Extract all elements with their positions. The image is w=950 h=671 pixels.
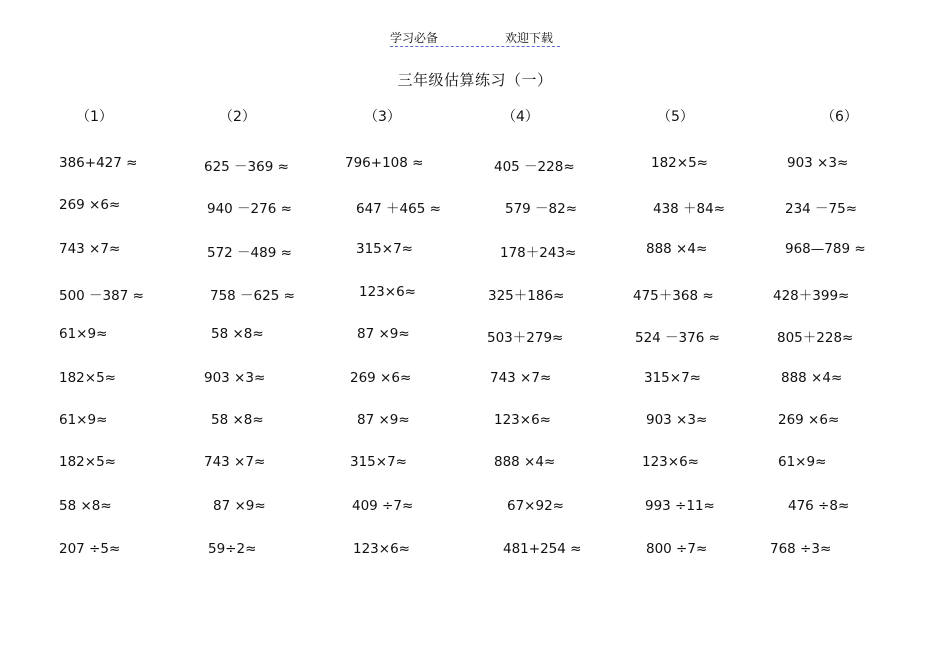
page-header xyxy=(390,28,560,47)
problem-item: 61×9≈ xyxy=(59,326,108,342)
problem-item: 182×5≈ xyxy=(59,370,116,386)
column-header-4: （4） xyxy=(502,109,539,125)
problem-item: 59÷2≈ xyxy=(208,541,257,557)
problem-item: 409 ÷7≈ xyxy=(352,498,414,514)
problem-item: 572 －489 ≈ xyxy=(207,245,292,261)
header-left-text: 学习必备 xyxy=(390,31,439,45)
problem-item: 61×9≈ xyxy=(778,454,827,470)
problem-item: 743 ×7≈ xyxy=(59,241,121,257)
problem-item: 500 －387 ≈ xyxy=(59,288,144,304)
problem-item: 61×9≈ xyxy=(59,412,108,428)
problem-item: 87 ×9≈ xyxy=(357,412,410,428)
problem-item: 903 ×3≈ xyxy=(787,155,849,171)
problem-item: 647 ＋465 ≈ xyxy=(356,201,441,217)
problem-item: 315×7≈ xyxy=(356,241,413,257)
problem-item: 888 ×4≈ xyxy=(494,454,556,470)
problem-item: 58 ×8≈ xyxy=(59,498,112,514)
problem-item: 386+427 ≈ xyxy=(59,155,138,171)
problem-item: 579 －82≈ xyxy=(505,201,578,217)
column-header-5: （5） xyxy=(657,109,694,125)
problem-item: 325＋186≈ xyxy=(488,288,565,304)
problem-item: 503＋279≈ xyxy=(487,330,564,346)
problem-item: 476 ÷8≈ xyxy=(788,498,850,514)
column-header-1: （1） xyxy=(76,109,113,125)
problem-item: 903 ×3≈ xyxy=(204,370,266,386)
problem-item: 58 ×8≈ xyxy=(211,326,264,342)
problem-item: 800 ÷7≈ xyxy=(646,541,708,557)
problem-item: 178＋243≈ xyxy=(500,245,577,261)
problem-item: 524 －376 ≈ xyxy=(635,330,720,346)
header-right-text: 欢迎下载 xyxy=(505,31,554,45)
problem-item: 182×5≈ xyxy=(59,454,116,470)
page-title: 三年级估算练习（一） xyxy=(397,71,553,89)
problem-item: 903 ×3≈ xyxy=(646,412,708,428)
problem-item: 315×7≈ xyxy=(350,454,407,470)
problem-item: 67×92≈ xyxy=(507,498,564,514)
problem-item: 481+254 ≈ xyxy=(503,541,582,557)
problem-item: 993 ÷11≈ xyxy=(645,498,715,514)
problem-item: 428＋399≈ xyxy=(773,288,850,304)
column-header-2: （2） xyxy=(219,109,256,125)
problem-item: 888 ×4≈ xyxy=(781,370,843,386)
problem-item: 123×6≈ xyxy=(494,412,551,428)
problem-item: 805＋228≈ xyxy=(777,330,854,346)
problem-item: 438 ＋84≈ xyxy=(653,201,726,217)
problem-item: 796+108 ≈ xyxy=(345,155,424,171)
problem-item: 123×6≈ xyxy=(359,284,416,300)
problem-item: 625 －369 ≈ xyxy=(204,159,289,175)
problem-item: 58 ×8≈ xyxy=(211,412,264,428)
problem-item: 269 ×6≈ xyxy=(59,197,121,213)
problem-item: 968—789 ≈ xyxy=(785,241,866,257)
problem-item: 405 －228≈ xyxy=(494,159,575,175)
problem-item: 207 ÷5≈ xyxy=(59,541,121,557)
problem-item: 743 ×7≈ xyxy=(204,454,266,470)
problem-item: 475＋368 ≈ xyxy=(633,288,714,304)
problem-item: 940 －276 ≈ xyxy=(207,201,292,217)
problem-item: 87 ×9≈ xyxy=(213,498,266,514)
problem-item: 234 －75≈ xyxy=(785,201,858,217)
problem-item: 182×5≈ xyxy=(651,155,708,171)
problem-item: 888 ×4≈ xyxy=(646,241,708,257)
column-header-6: （6） xyxy=(821,109,858,125)
problem-item: 269 ×6≈ xyxy=(350,370,412,386)
problem-item: 758 －625 ≈ xyxy=(210,288,295,304)
problem-item: 87 ×9≈ xyxy=(357,326,410,342)
problem-item: 768 ÷3≈ xyxy=(770,541,832,557)
problem-item: 123×6≈ xyxy=(642,454,699,470)
problem-item: 315×7≈ xyxy=(644,370,701,386)
problem-item: 743 ×7≈ xyxy=(490,370,552,386)
problem-item: 269 ×6≈ xyxy=(778,412,840,428)
column-header-3: （3） xyxy=(364,109,401,125)
problem-item: 123×6≈ xyxy=(353,541,410,557)
